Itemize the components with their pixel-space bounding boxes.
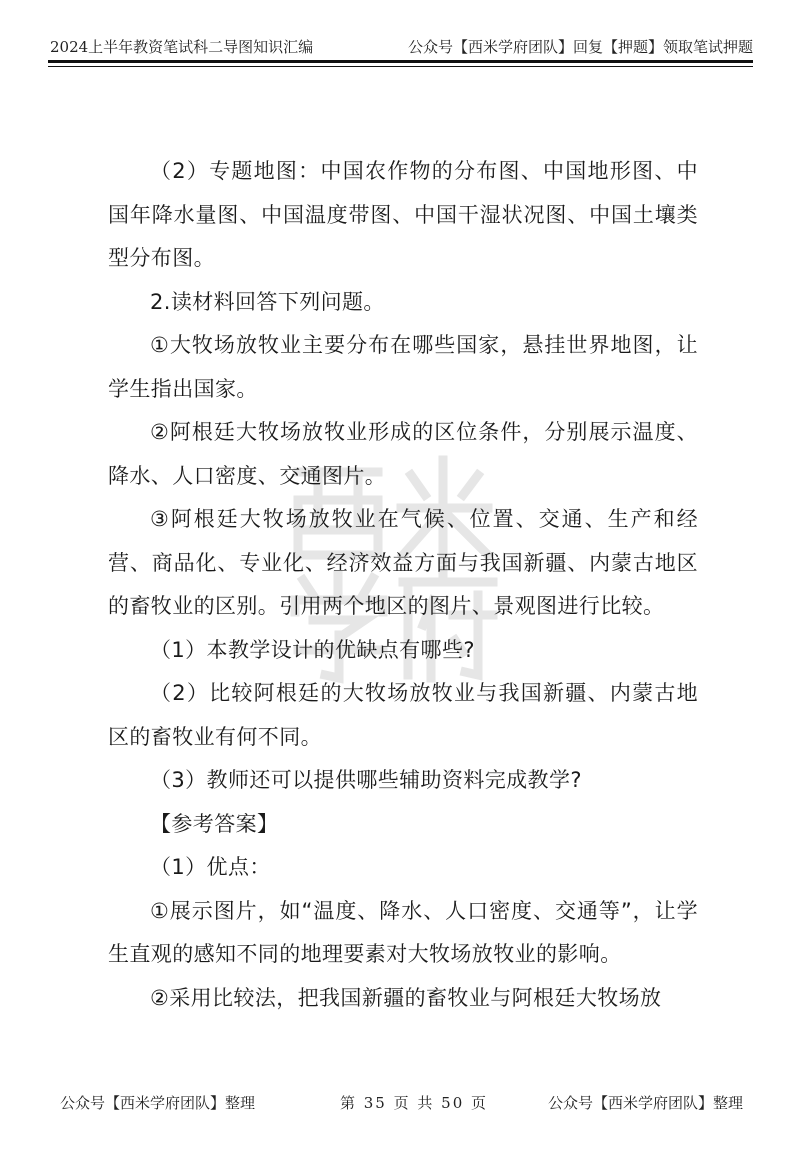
paragraph-1: （2）专题地图：中国农作物的分布图、中国地形图、中国年降水量图、中国温度带图、中国干湿状况图、中国土壤类型分布图。 (108, 159, 698, 270)
page-body (108, 150, 698, 1020)
paragraph-10: （1）优点： (150, 855, 271, 879)
header-rule-thick (48, 60, 753, 63)
paragraph-6: （1）本教学设计的优缺点有哪些? (150, 637, 475, 662)
paragraph-11: ①展示图片，如“温度、降水、人口密度、交通等”，让学生直观的感知不同的地理要素对大牧场放牧业的影响。 (108, 898, 698, 966)
paragraph-7: （2）比较阿根廷的大牧场放牧业与我国新疆、内蒙古地区的畜牧业有何不同。 (108, 681, 698, 749)
paragraph-12: ②采用比较法，把我国新疆的畜牧业与阿根廷大牧场放 (150, 985, 662, 1010)
header-rule-thin (48, 66, 753, 67)
footer-left: 公众号【西米学府团队】整理 (60, 1094, 256, 1112)
page-header (48, 30, 753, 58)
footer-page-number: 第 35 页 共 50 页 (340, 1094, 489, 1112)
paragraph-4: ②阿根廷大牧场放牧业形成的区位条件，分别展示温度、降水、人口密度、交通图片。 (108, 420, 698, 488)
footer-right: 公众号【西米学府团队】整理 (547, 1094, 743, 1112)
paragraph-3: ①大牧场放牧业主要分布在哪些国家，悬挂世界地图，让学生指出国家。 (108, 333, 698, 401)
paragraph-5: ③阿根廷大牧场放牧业在气候、位置、交通、生产和经营、商品化、专业化、经济效益方面与我国新疆、内蒙古地区的畜牧业的区别。引用两个地区的图片、景观图进行比较。 (108, 507, 698, 618)
paragraph-2: 2.读材料回答下列问题。 (150, 289, 385, 314)
paragraph-9: 【参考答案】 (150, 811, 279, 836)
header-title: 2024上半年教资笔试科二导图知识汇编 (50, 38, 314, 56)
paragraph-8: （3）教师还可以提供哪些辅助资料完成教学? (150, 768, 582, 792)
page-footer (48, 1092, 753, 1116)
header-promo: 公众号【西米学府团队】回复【押题】领取笔试押题 (407, 38, 753, 56)
